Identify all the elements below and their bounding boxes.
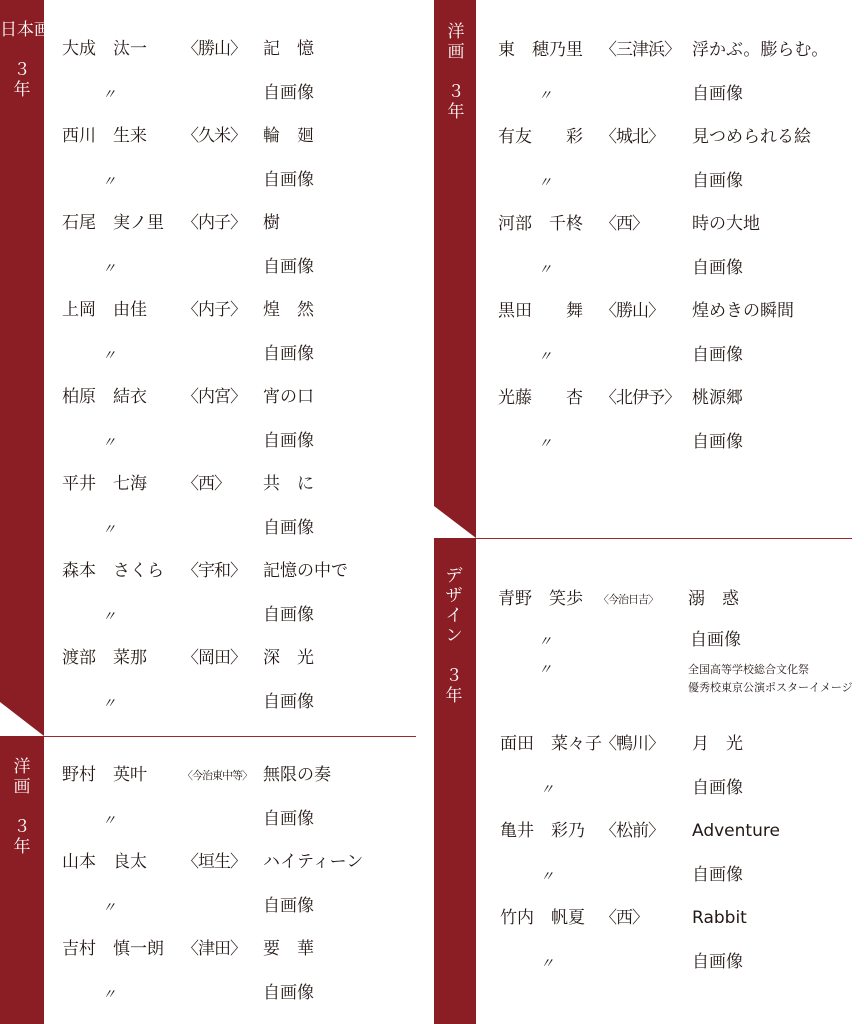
entry-row [498,299,862,323]
artwork-title: 見つめられる絵 [692,127,811,147]
student-name: 河部 千柊 [498,214,583,234]
ditto-mark: 〃 [102,696,116,712]
school-name: 〈勝山〉 [182,39,246,59]
school-name: 〈三津浜〉 [600,40,680,60]
school-name: 〈西〉 [600,214,648,234]
student-name: 吉村 慎一朗 [62,939,164,959]
school-name: 〈西〉 [182,474,230,494]
school-name: 〈勝山〉 [600,301,664,321]
ditto-mark: 〃 [102,435,116,451]
entry-subrow [62,690,433,714]
ditto-mark: 〃 [102,174,116,190]
entry-subrow [62,603,433,627]
entry-subrow [500,863,862,887]
entry-subrow [62,894,433,918]
school-name: 〈久米〉 [182,126,246,146]
entry-subrow [62,255,433,279]
artwork-title: Rabbit [692,908,747,928]
artwork-title: 宵の口 [263,387,314,407]
student-name: 森本 さくら [62,561,164,581]
school-name: 〈岡田〉 [182,648,246,668]
entry-row [62,850,433,874]
section-label-yoga-left: 洋 画 ３ 年 [13,757,31,857]
artwork-subtitle: 自画像 [263,431,314,451]
entry-row [500,819,862,843]
artwork-title: 共 に [263,474,314,494]
ditto-mark: 〃 [102,522,116,538]
school-name: 〈内子〉 [182,213,246,233]
artwork-title: 樹 [263,213,280,233]
entry-subrow [498,169,862,193]
entry-row [498,386,862,410]
award-note-line: 優秀校東京公演ポスターイメージ [688,681,853,694]
artwork-title: 記 憶 [263,39,314,59]
school-name: 〈今治日吉〉 [598,593,658,606]
student-name: 渡部 菜那 [62,648,147,668]
ditto-mark: 〃 [102,261,116,277]
school-name: 〈鴨川〉 [600,734,664,754]
entry-row [62,211,433,235]
entry-row [500,732,862,756]
student-name: 光藤 杏 [498,388,583,408]
entry-row [62,937,433,961]
ditto-mark: 〃 [102,348,116,364]
artwork-title: ハイティーン [263,852,364,872]
student-name: 面田 菜々子 [500,734,602,754]
artwork-title: 溺 惑 [688,589,739,609]
entry-row [62,472,433,496]
ditto-mark: 〃 [538,662,552,678]
ditto-mark: 〃 [540,782,554,798]
entry-row [62,385,433,409]
entry-subrow [498,82,862,106]
artwork-subtitle: 自画像 [692,432,743,452]
entry-row [62,37,433,61]
student-name: 西川 生来 [62,126,147,146]
school-name: 〈垣生〉 [182,852,246,872]
school-name: 〈津田〉 [182,939,246,959]
student-name: 柏原 結衣 [62,387,147,407]
nihonga-band [0,0,51,736]
artwork-subtitle: 自画像 [263,257,314,277]
entry-row [62,298,433,322]
school-name: 〈城北〉 [600,127,664,147]
ditto-mark: 〃 [538,88,552,104]
artwork-title: 記憶の中で [263,561,348,581]
entry-row [498,587,828,611]
school-name: 〈松前〉 [600,821,664,841]
student-name: 青野 笑歩 [498,589,583,609]
student-name: 石尾 実ノ里 [62,213,164,233]
entry-subrow [500,776,862,800]
artwork-title: 深 光 [263,648,314,668]
student-name: 平井 七海 [62,474,147,494]
entry-row [498,38,862,62]
entry-subrow [62,429,433,453]
ditto-mark: 〃 [102,609,116,625]
section-label-nihonga: 日本画 ３ 年 [0,20,51,100]
ditto-mark: 〃 [538,634,552,650]
student-name: 竹内 帆夏 [500,908,585,928]
ditto-mark: 〃 [102,813,116,829]
artwork-subtitle: 自画像 [263,605,314,625]
entry-subrow [62,81,433,105]
entry-subrow [498,256,862,280]
artwork-subtitle: 自画像 [692,84,743,104]
school-name: 〈内宮〉 [182,387,246,407]
entry-subrow [62,516,433,540]
school-name: 〈内子〉 [182,300,246,320]
artwork-subtitle: 自画像 [263,809,314,829]
entry-row [62,124,433,148]
artwork-title: 輪 廻 [263,126,314,146]
artwork-subtitle: 自画像 [692,258,743,278]
student-name: 野村 英叶 [62,765,147,785]
entry-subrow [498,430,862,454]
ditto-mark: 〃 [102,900,116,916]
award-note-line: 全国高等学校総合文化祭 [688,663,809,676]
artwork-title: 月 光 [692,734,743,754]
section-label-design: デ ザ イ ン ３ 年 [445,566,463,706]
artwork-subtitle: 自画像 [263,896,314,916]
artwork-subtitle: 自画像 [692,171,743,191]
entry-row [498,212,862,236]
artwork-subtitle: 自画像 [692,952,743,972]
artwork-subtitle: 自画像 [692,865,743,885]
entry-row [62,646,433,670]
student-name: 大成 汰一 [62,39,147,59]
entry-subrow [62,981,433,1005]
entry-row [62,763,433,787]
entry-subrow [62,807,433,831]
artwork-subtitle: 自画像 [692,778,743,798]
student-name: 山本 良太 [62,852,147,872]
ditto-mark: 〃 [540,956,554,972]
ditto-mark: 〃 [102,87,116,103]
entry-row [498,125,862,149]
artwork-subtitle: 自画像 [692,345,743,365]
artwork-subtitle: 自画像 [263,692,314,712]
artwork-title: 煌めきの瞬間 [692,301,794,321]
artwork-title: 煌 然 [263,300,314,320]
entry-subrow [500,950,862,974]
entry-row [500,906,862,930]
artwork-title: 無限の奏 [263,765,331,785]
artwork-subtitle: 自画像 [690,630,741,650]
artwork-subtitle: 自画像 [263,518,314,538]
divider-left [44,736,416,737]
school-name: 〈宇和〉 [182,561,246,581]
student-name: 黒田 舞 [498,301,583,321]
artwork-title: 桃源郷 [692,388,743,408]
artwork-title: 要 華 [263,939,314,959]
ditto-mark: 〃 [540,869,554,885]
section-label-yoga-right: 洋 画 ３ 年 [447,22,465,122]
ditto-mark: 〃 [538,349,552,365]
ditto-mark: 〃 [538,436,552,452]
entry-row [62,559,433,583]
ditto-mark: 〃 [538,175,552,191]
entry-subrow [62,342,433,366]
entry-subrow [62,168,433,192]
artwork-subtitle: 自画像 [263,983,314,1003]
artwork-subtitle: 自画像 [263,170,314,190]
school-name: 〈北伊予〉 [600,388,680,408]
artwork-title: 時の大地 [692,214,760,234]
entry-subrow [498,628,828,652]
student-name: 東 穂乃里 [498,40,583,60]
school-name: 〈西〉 [600,908,648,928]
ditto-mark: 〃 [102,987,116,1003]
artwork-title: 浮かぶ。膨らむ。 [692,40,829,60]
artwork-subtitle: 自画像 [263,344,314,364]
student-name: 有友 彩 [498,127,583,147]
divider-right [476,538,852,539]
ditto-mark: 〃 [538,262,552,278]
student-name: 亀井 彩乃 [500,821,585,841]
artwork-title: Adventure [692,821,780,841]
artwork-subtitle: 自画像 [263,83,314,103]
entry-subrow [498,343,862,367]
student-name: 上岡 由佳 [62,300,147,320]
school-name: 〈今治東中等〉 [182,769,252,782]
